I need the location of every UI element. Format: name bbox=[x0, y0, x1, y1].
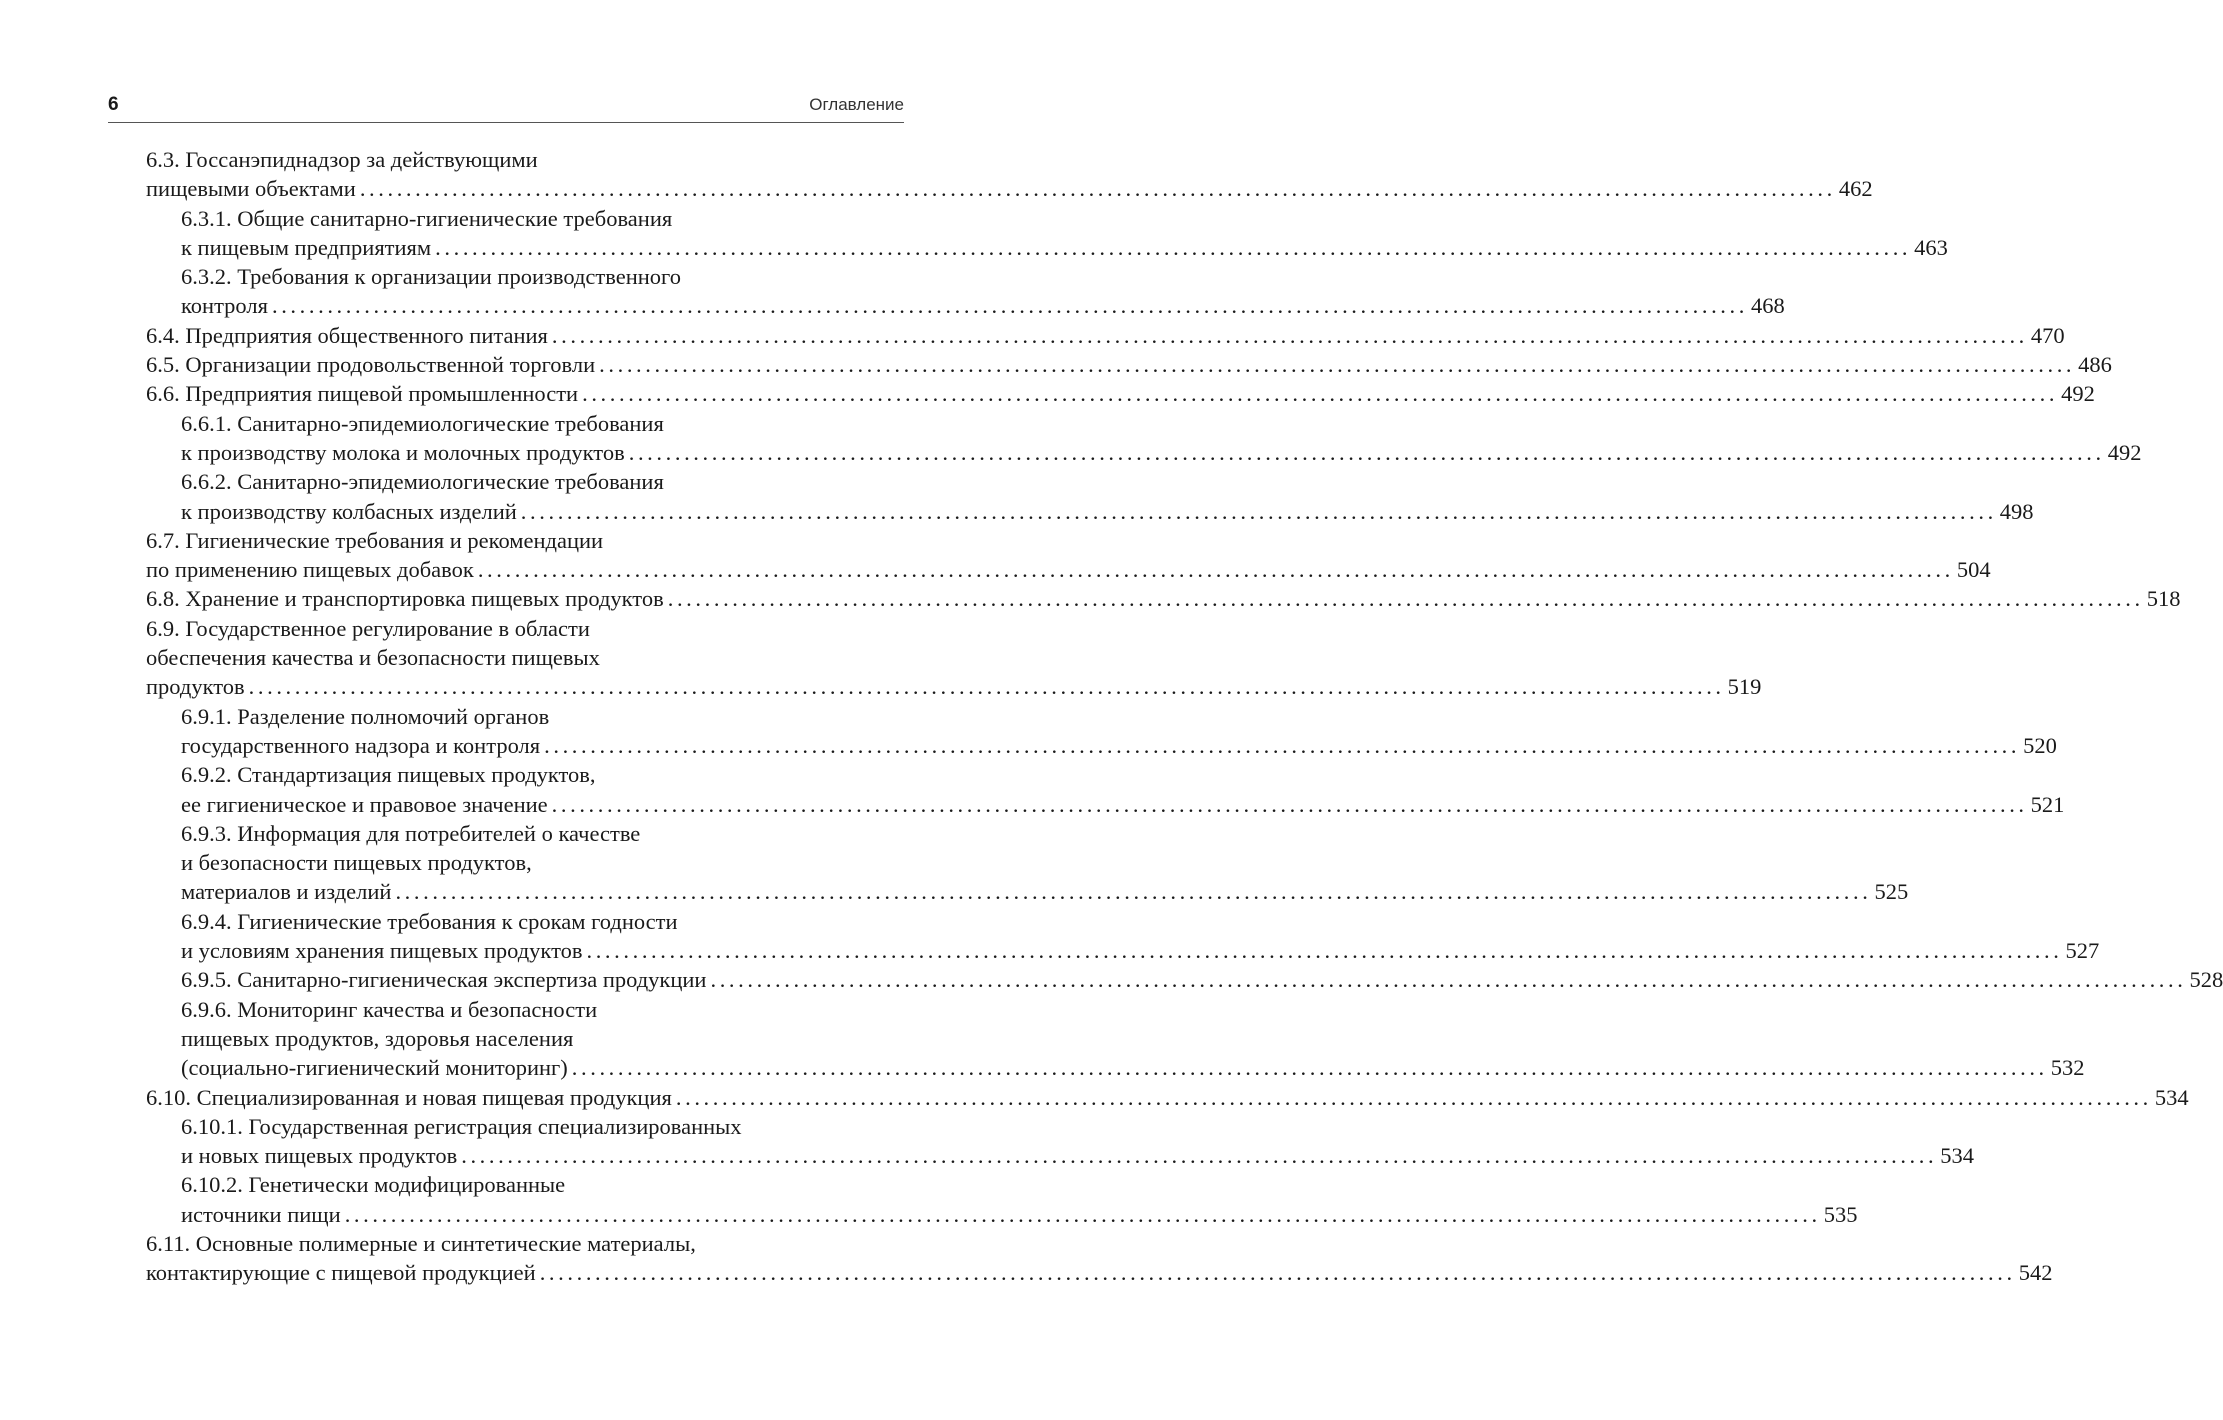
toc-entry-title-line: пищевыми объектами bbox=[146, 176, 356, 202]
toc-entry bbox=[146, 204, 1948, 263]
dot-leader: ................................................................................................................................................................ bbox=[710, 967, 2187, 993]
running-title: Оглавление bbox=[809, 95, 904, 114]
toc-entry-title-line: 6.9.3. Информация для потребителей о качестве bbox=[181, 820, 641, 846]
toc-entry-last-line bbox=[146, 321, 2065, 350]
dot-leader: ................................................................................................................................................................ bbox=[477, 557, 1954, 583]
toc-entry-title-line: к пищевым предприятиям bbox=[181, 234, 432, 260]
toc-entry-last-line bbox=[146, 1258, 2053, 1287]
toc-entry-title-line: контактирующие с пищевой продукцией bbox=[146, 1260, 536, 1286]
toc-entry bbox=[146, 702, 2057, 761]
dot-leader: ................................................................................................................................................................ bbox=[675, 1084, 2152, 1110]
toc-entry bbox=[146, 321, 2065, 350]
toc-entry bbox=[146, 526, 1991, 585]
toc-entry-last-line bbox=[146, 1083, 2189, 1112]
toc-page-number: 504 bbox=[1956, 557, 1991, 583]
toc-entry bbox=[146, 907, 2100, 966]
toc-entry-title-line: 6.9.4. Гигиенические требования к срокам годности bbox=[181, 908, 678, 934]
toc-entry-title-line: и безопасности пищевых продуктов, bbox=[181, 850, 532, 876]
toc-entry-title-line: к производству молока и молочных продуктов bbox=[181, 439, 625, 465]
dot-leader: ................................................................................................................................................................ bbox=[582, 381, 2059, 407]
toc-entry-title-line: продуктов bbox=[146, 674, 245, 700]
toc-page-number: 498 bbox=[1999, 498, 2034, 524]
toc-entry-title-line: 6.10. Специализированная и новая пищевая продукция bbox=[146, 1084, 672, 1110]
table-of-contents bbox=[146, 145, 2223, 1288]
toc-entry-title-line: обеспечения качества и безопасности пищевых bbox=[146, 645, 600, 671]
toc-entry-title-line: государственного надзора и контроля bbox=[181, 732, 541, 758]
toc-page-number: 492 bbox=[2061, 381, 2095, 407]
toc-entry bbox=[146, 379, 2095, 408]
toc-entry-title-line: 6.9.1. Разделение полномочий органов bbox=[181, 703, 550, 729]
toc-entry-title-line: (социально-гигиенический мониторинг) bbox=[181, 1055, 568, 1081]
toc-entry-title-line: 6.10.2. Генетически модифицированные bbox=[181, 1172, 566, 1198]
toc-entry bbox=[146, 614, 1762, 702]
dot-leader: ................................................................................................................................................................ bbox=[667, 586, 2144, 612]
toc-page-number: 468 bbox=[1750, 293, 1785, 319]
toc-entry-title-line: ее гигиеническое и правовое значение bbox=[181, 791, 548, 817]
toc-entry-title-line: и новых пищевых продуктов bbox=[181, 1143, 458, 1169]
dot-leader: ................................................................................................................................................................ bbox=[544, 732, 2021, 758]
dot-leader: ................................................................................................................................................................ bbox=[248, 674, 1725, 700]
toc-entry bbox=[146, 1112, 1974, 1171]
toc-page-number: 534 bbox=[1940, 1143, 1974, 1169]
toc-entry bbox=[146, 350, 2112, 379]
toc-entry-title-line: 6.3. Госсанэпиднадзор за действующими bbox=[146, 147, 538, 172]
toc-entry-last-line bbox=[181, 497, 2034, 526]
toc-page-number: 518 bbox=[2146, 586, 2181, 612]
dot-leader: ................................................................................................................................................................ bbox=[599, 352, 2076, 378]
toc-entry-title-line: материалов и изделий bbox=[181, 879, 392, 905]
dot-leader: ................................................................................................................................................................ bbox=[359, 176, 1836, 202]
toc-entry-title-line: 6.9. Государственное регулирование в области bbox=[146, 615, 590, 641]
toc-page-number: 492 bbox=[2107, 439, 2142, 465]
toc-entry-title-line: 6.7. Гигиенические требования и рекомендации bbox=[146, 527, 604, 553]
dot-leader: ................................................................................................................................................................ bbox=[461, 1143, 1938, 1169]
toc-entry-last-line bbox=[146, 555, 1991, 584]
toc-entry bbox=[146, 409, 2142, 468]
page-number: 6 bbox=[108, 94, 119, 115]
toc-page-number: 470 bbox=[2030, 322, 2065, 348]
toc-entry-last-line bbox=[146, 350, 2112, 379]
toc-entry-last-line bbox=[181, 1053, 2085, 1082]
toc-entry bbox=[146, 1083, 2189, 1112]
dot-leader: ................................................................................................................................................................ bbox=[520, 498, 1997, 524]
toc-page-number: 528 bbox=[2189, 967, 2223, 993]
page-header bbox=[108, 88, 904, 123]
dot-leader: ................................................................................................................................................................ bbox=[551, 322, 2028, 348]
toc-entry-title-line: 6.6.1. Санитарно-эпидемиологические требования bbox=[181, 410, 664, 436]
dot-leader: ................................................................................................................................................................ bbox=[539, 1260, 2016, 1286]
toc-entry-title-line: 6.3.2. Требования к организации производственного bbox=[181, 264, 681, 290]
toc-entry bbox=[146, 262, 1785, 321]
toc-page-number: 535 bbox=[1823, 1201, 1858, 1227]
toc-entry bbox=[146, 467, 2034, 526]
toc-page-number: 463 bbox=[1914, 234, 1948, 260]
toc-entry-title-line: 6.6. Предприятия пищевой промышленности bbox=[146, 381, 579, 407]
toc-entry bbox=[146, 995, 2085, 1083]
toc-entry-title-line: 6.6.2. Санитарно-эпидемиологические требования bbox=[181, 469, 664, 495]
toc-entry-title-line: 6.10.1. Государственная регистрация специализированных bbox=[181, 1113, 742, 1139]
toc-entry-last-line bbox=[181, 965, 2223, 994]
dot-leader: ................................................................................................................................................................ bbox=[628, 439, 2105, 465]
toc-entry bbox=[146, 965, 2223, 994]
toc-entry-title-line: пищевых продуктов, здоровья населения bbox=[181, 1025, 574, 1051]
toc-entry-last-line bbox=[181, 731, 2057, 760]
toc-entry-title-line: контроля bbox=[181, 293, 268, 319]
toc-entry-title-line: и условиям хранения пищевых продуктов bbox=[181, 938, 583, 964]
toc-entry-last-line bbox=[181, 877, 1909, 906]
toc-entry-title-line: 6.3.1. Общие санитарно-гигиенические требования bbox=[181, 205, 673, 231]
toc-page-number: 532 bbox=[2050, 1055, 2085, 1081]
dot-leader: ................................................................................................................................................................ bbox=[435, 234, 1912, 260]
toc-entry-last-line bbox=[146, 672, 1762, 701]
toc-entry-last-line bbox=[181, 438, 2142, 467]
toc-entry bbox=[146, 819, 1909, 907]
dot-leader: ................................................................................................................................................................ bbox=[271, 293, 1748, 319]
toc-entry-title-line: 6.4. Предприятия общественного питания bbox=[146, 322, 548, 348]
dot-leader: ................................................................................................................................................................ bbox=[571, 1055, 2048, 1081]
toc-page-number: 486 bbox=[2078, 352, 2112, 378]
toc-page-number: 534 bbox=[2154, 1084, 2189, 1110]
toc-entry-last-line bbox=[181, 291, 1785, 320]
toc-entry-title-line: 6.8. Хранение и транспортировка пищевых продуктов bbox=[146, 586, 664, 612]
toc-entry-title-line: 6.9.5. Санитарно-гигиеническая экспертиза продукции bbox=[181, 967, 707, 993]
dot-leader: ................................................................................................................................................................ bbox=[586, 938, 2063, 964]
toc-entry bbox=[146, 1229, 2053, 1288]
toc-entry-last-line bbox=[181, 790, 2065, 819]
toc-entry-title-line: 6.9.6. Мониторинг качества и безопасности bbox=[181, 996, 598, 1022]
dot-leader: ................................................................................................................................................................ bbox=[551, 791, 2028, 817]
toc-entry bbox=[146, 584, 2181, 613]
toc-page-number: 542 bbox=[2018, 1260, 2053, 1286]
toc-entry-last-line bbox=[146, 379, 2095, 408]
toc-page-number: 527 bbox=[2065, 938, 2100, 964]
dot-leader: ................................................................................................................................................................ bbox=[344, 1201, 1821, 1227]
toc-entry bbox=[146, 760, 2065, 819]
toc-entry bbox=[146, 145, 1873, 204]
toc-entry-last-line bbox=[181, 1200, 1858, 1229]
toc-entry-last-line bbox=[146, 584, 2181, 613]
toc-entry-last-line bbox=[181, 233, 1948, 262]
toc-entry-title-line: источники пищи bbox=[181, 1201, 341, 1227]
toc-page-number: 520 bbox=[2023, 732, 2057, 758]
toc-entry-last-line bbox=[181, 936, 2100, 965]
toc-entry-title-line: 6.5. Организации продовольственной торговли bbox=[146, 352, 596, 378]
toc-entry-last-line bbox=[146, 174, 1873, 203]
toc-entry-title-line: 6.11. Основные полимерные и синтетические материалы, bbox=[146, 1230, 696, 1256]
toc-page-number: 519 bbox=[1727, 674, 1762, 700]
toc-entry-title-line: 6.9.2. Стандартизация пищевых продуктов, bbox=[181, 762, 596, 788]
toc-page-number: 525 bbox=[1874, 879, 1909, 905]
toc-entry bbox=[146, 1170, 1858, 1229]
dot-leader: ................................................................................................................................................................ bbox=[395, 879, 1872, 905]
toc-entry-last-line bbox=[181, 1141, 1974, 1170]
toc-entry-title-line: по применению пищевых добавок bbox=[146, 557, 474, 583]
toc-entry-title-line: к производству колбасных изделий bbox=[181, 498, 517, 524]
toc-page-number: 462 bbox=[1838, 176, 1873, 202]
toc-page-number: 521 bbox=[2030, 791, 2065, 817]
